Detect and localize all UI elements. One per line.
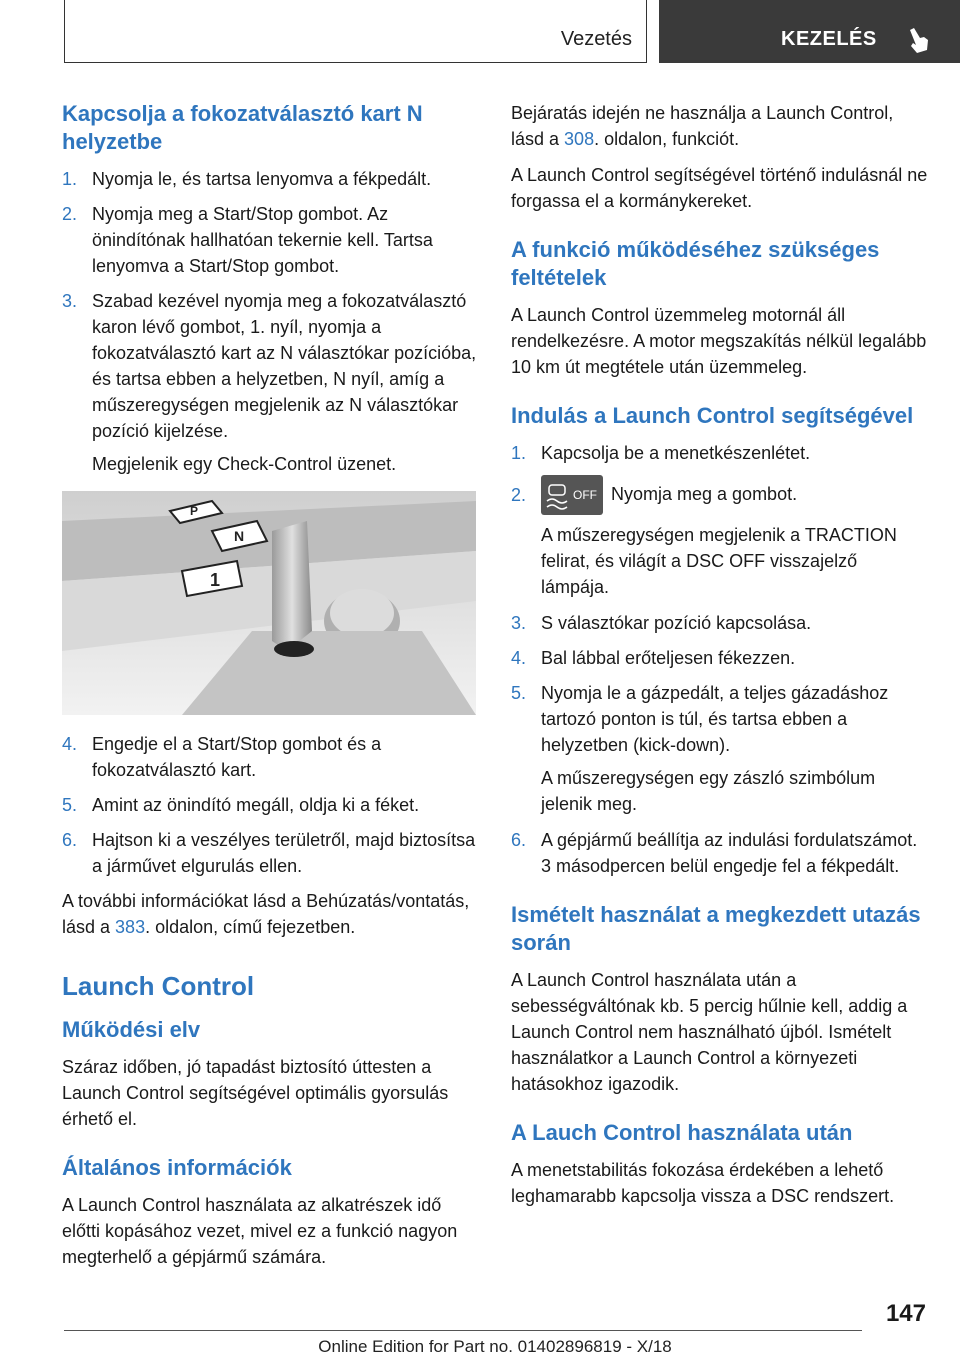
page-link-383[interactable]: 383 [115,917,146,937]
right-column [511,100,929,1219]
gear-selector-illustration [62,491,476,715]
heading-after-use: A Lauch Control használata után [511,1120,853,1145]
step-number: 4. [511,648,527,668]
heading-principle: Működési elv [62,1017,201,1042]
page-header [64,0,960,66]
step-number: 2. [511,485,527,505]
break-in-text-end: . oldalon, funkciót. [594,129,740,149]
step-text: S választókar pozíció kapcsolása. [541,613,812,633]
step-text: Hajtson ki a veszélyes területről, majd biztosítsa a járművet elgurulás ellen. [92,830,476,876]
list-item [511,610,929,636]
photo-label-n: N [234,528,245,544]
step-number: 1. [62,169,78,189]
general-info-text: A Launch Control használata az alkatrészek idő előtti kopásához vezet, mivel ez a funkció nagyon megterhelő a gépjármű számára. [62,1195,458,1267]
step-text: A gépjármű beállítja az indulási fordulatszámot. 3 másodpercen belül engedje fel a fékpedált. [541,830,918,876]
step-number: 6. [511,830,527,850]
step-text: Szabad kezével nyomja meg a fokozatválasztó karon lévő gombot, 1. nyíl, nyomja a fokozatválasztó kart az N választókar pozícióba, és tartsa ebben a helyzetben, N nyíl, amíg a műszeregységen megjelenik az N választókar pozíció kijelzése. [92,291,477,441]
step-text: Engedje el a Start/Stop gombot és a fokozatválasztó kart. [92,734,382,780]
list-item [62,201,480,279]
step-note: A műszeregységen megjelenik a TRACTION felirat, és világít a DSC OFF visszajelző lámpája. [541,525,897,597]
chapter-title: KEZELÉS [781,28,877,50]
list-item [511,440,929,466]
step-number: 3. [62,291,78,311]
step-number: 3. [511,613,527,633]
steps-list-1 [62,166,480,444]
heading-requirements: A funkció működéséhez szükséges feltételek [511,237,880,290]
step-number: 5. [511,683,527,703]
pointing-hand-icon [905,26,931,54]
repeat-use-text: A Launch Control használata után a sebességváltónak kb. 5 percig hűlnie kell, addig a Launch Control nem használható újból. Ismételt használatkor a Launch Control a környezeti hatásokhoz igazodik. [511,970,908,1094]
step-number: 1. [511,443,527,463]
after-use-text: A menetstabilitás fokozása érdekében a lehető leghamarabb kapcsolja vissza a DSC rendszert. [511,1160,895,1206]
step-text: Bal lábbal erőteljesen fékezzen. [541,648,796,668]
list-item [511,827,929,879]
list-item [511,645,929,671]
heading-repeat-use: Ismételt használat a megkezdett utazás során [511,902,921,955]
photo-label-p: P [190,504,199,518]
page-link-308[interactable]: 308 [564,129,595,149]
list-item [511,475,929,515]
more-info-text-end: . oldalon, című fejezetben. [145,917,356,937]
requirements-text: A Launch Control üzemmeleg motornál áll rendelkezésre. A motor megszakítás nélkül legalább 10 km út megtétele után üzemmeleg. [511,305,927,377]
step-number: 4. [62,734,78,754]
heading-launch-control: Launch Control [62,971,255,1001]
step-text: Kapcsolja be a menetkészenlétet. [541,443,811,463]
step-text: Nyomja meg a gombot. [611,483,798,504]
dsc-button-label: OFF [573,488,597,502]
heading-shift-to-n: Kapcsolja a fokozatválasztó kart N helyzetbe [62,101,423,154]
dsc-off-button-icon [541,475,603,515]
step-number: 5. [62,795,78,815]
step-text: Nyomja meg a Start/Stop gombot. Az önindítónak hallhatóan tekernie kell. Tartsa lenyomva a Start/Stop gombot. [92,204,433,276]
principle-text: Száraz időben, jó tapadást biztosító úttesten a Launch Control segítségével optimális gyorsulás érhető el. [62,1057,449,1129]
footer-edition: Online Edition for Part no. 01402896819 - X/18 [318,1337,672,1356]
heading-start-launch: Indulás a Launch Control segítségével [511,403,914,428]
step-note: Megjelenik egy Check-Control üzenet. [92,454,397,474]
break-in-text: Bejáratás idején ne használja a Launch Control, lásd a [511,103,894,149]
more-info-text: A további információkat lásd a Behúzatás/vontatás, lásd a [62,891,470,937]
steps-list-2 [62,731,480,879]
step-text: Amint az önindító megáll, oldja ki a féket. [92,795,420,815]
step-number: 6. [62,830,78,850]
list-item [62,731,480,783]
more-info-paragraph [62,888,480,940]
dsc-car-skid-icon [541,475,603,515]
steering-paragraph: A Launch Control segítségével történő indulásnál ne forgassa el a kormánykereket. [511,165,928,211]
step-text-wrap [541,475,929,515]
section-title: Vezetés [560,28,632,50]
list-item [62,288,480,444]
step-text: Nyomja le, és tartsa lenyomva a fékpedált. [92,169,432,189]
heading-general-info: Általános információk [62,1155,292,1180]
step-note: A műszeregységen egy zászló szimbólum jelenik meg. [541,768,876,814]
list-item [62,792,480,818]
page-number: 147 [885,1300,926,1327]
launch-steps-list-end [511,827,929,879]
gear-selector-photo [62,491,476,715]
break-in-paragraph [511,100,929,152]
list-item [62,166,480,192]
footer-divider [64,1330,862,1331]
list-item [62,827,480,879]
photo-label-1: 1 [210,570,221,590]
left-column [62,100,480,1280]
launch-steps-list [511,440,929,515]
launch-steps-list-cont [511,610,929,758]
step-number: 2. [62,204,78,224]
chapter-tab [659,0,960,63]
step-text: Nyomja le a gázpedált, a teljes gázadáshoz tartozó ponton is túl, és tartsa ebben a helyzetben (kick-down). [541,683,889,755]
list-item [511,680,929,758]
section-tab [64,0,647,63]
